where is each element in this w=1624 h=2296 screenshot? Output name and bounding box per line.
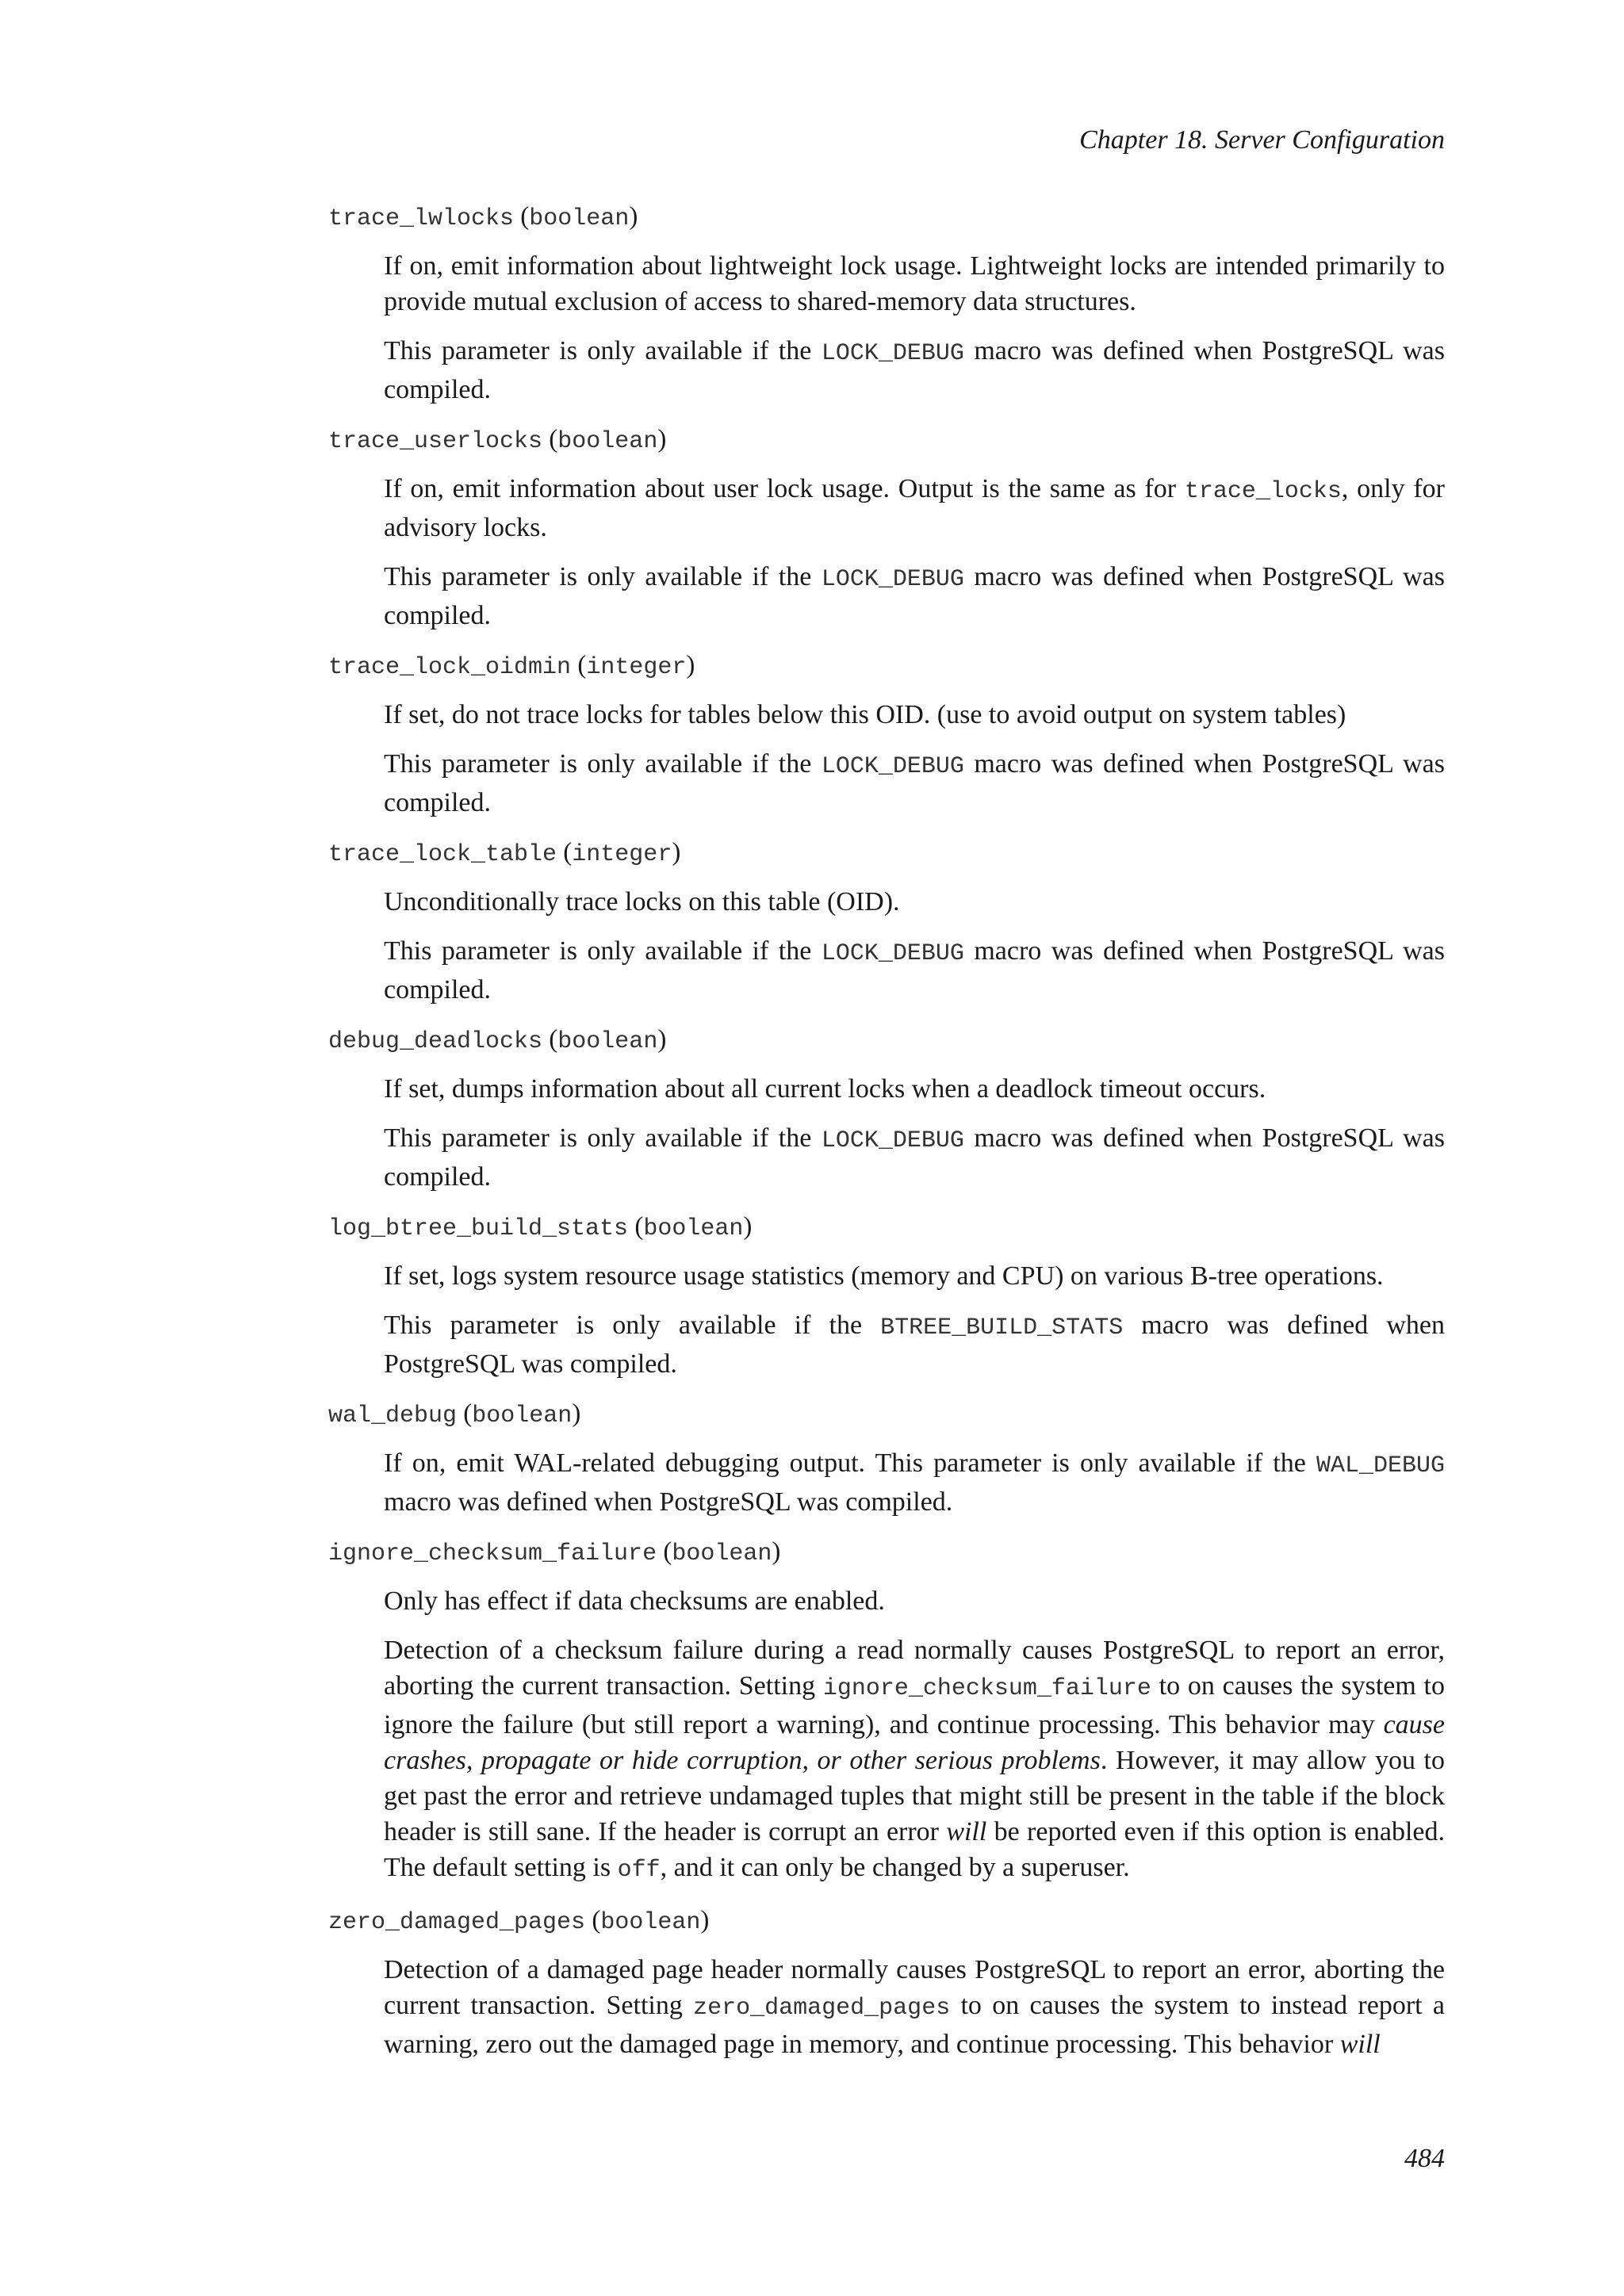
parameter-name: debug_deadlocks <box>328 1028 543 1055</box>
parameter-type: boolean <box>643 1215 744 1242</box>
parameter-description <box>384 248 1445 408</box>
parameter-entry <box>328 198 1445 408</box>
parameter-name: ignore_checksum_failure <box>328 1540 657 1567</box>
parameter-description <box>384 1583 1445 1888</box>
parameter-type: boolean <box>557 428 658 455</box>
parameter-term: trace_lwlocks (boolean) <box>328 202 638 232</box>
description-paragraph: This parameter is only available if the BTREE_BUILD_STATS macro was defined when PostgreSQL was compiled. <box>384 1311 1445 1379</box>
parameter-name: trace_lwlocks <box>328 205 515 232</box>
parameter-term: ignore_checksum_failure (boolean) <box>328 1537 781 1567</box>
parameter-name: log_btree_build_stats <box>328 1215 629 1242</box>
chapter-header: Chapter 18. Server Configuration <box>1079 125 1445 155</box>
parameter-entry <box>328 1208 1445 1382</box>
parameter-description <box>384 1258 1445 1382</box>
page-number: 484 <box>1404 2144 1445 2173</box>
parameter-description <box>384 697 1445 821</box>
parameter-type: boolean <box>600 1909 701 1936</box>
parameter-term: trace_lock_oidmin (integer) <box>328 651 695 681</box>
description-paragraph: This parameter is only available if the LOCK_DEBUG macro was defined when PostgreSQL was compiled. <box>384 1123 1445 1192</box>
description-paragraph: This parameter is only available if the LOCK_DEBUG macro was defined when PostgreSQL was compiled. <box>384 936 1445 1004</box>
description-paragraph: This parameter is only available if the LOCK_DEBUG macro was defined when PostgreSQL was compiled. <box>384 336 1445 404</box>
parameter-description <box>384 1445 1445 1520</box>
description-paragraph: If set, dumps information about all current locks when a deadlock timeout occurs. <box>384 1074 1266 1104</box>
parameter-type: boolean <box>557 1028 658 1055</box>
parameter-term: trace_userlocks (boolean) <box>328 425 667 455</box>
parameter-name: wal_debug <box>328 1402 458 1429</box>
parameter-entry <box>328 421 1445 633</box>
parameter-type: boolean <box>672 1540 772 1567</box>
description-paragraph: If set, do not trace locks for tables below this OID. (use to avoid output on system tables) <box>384 700 1346 729</box>
parameter-description <box>384 471 1445 633</box>
parameter-name: zero_damaged_pages <box>328 1909 586 1936</box>
parameter-name: trace_lock_table <box>328 841 557 868</box>
parameter-term: wal_debug (boolean) <box>328 1399 581 1429</box>
parameter-description <box>384 1952 1445 2062</box>
parameter-entry <box>328 1021 1445 1195</box>
parameter-entry <box>328 647 1445 821</box>
parameter-term: zero_damaged_pages (boolean) <box>328 1906 710 1936</box>
description-paragraph: Detection of a damaged page header normally causes PostgreSQL to report an error, aborting the current transaction. Setting zero_damaged_pages to on causes the system to instead report a warning, zero out the damaged page in memory, and continue processing. This behavior will <box>384 1955 1445 2059</box>
parameter-name: trace_lock_oidmin <box>328 654 572 681</box>
parameter-name: trace_userlocks <box>328 428 543 455</box>
parameter-term: log_btree_build_stats (boolean) <box>328 1212 753 1242</box>
description-paragraph: Unconditionally trace locks on this table (OID). <box>384 887 900 916</box>
document-body <box>328 198 1445 2076</box>
description-paragraph: Only has effect if data checksums are enabled. <box>384 1586 885 1616</box>
description-paragraph: This parameter is only available if the LOCK_DEBUG macro was defined when PostgreSQL was compiled. <box>384 562 1445 630</box>
parameter-entry <box>328 1902 1445 2062</box>
parameter-type: boolean <box>472 1402 573 1429</box>
description-paragraph: This parameter is only available if the LOCK_DEBUG macro was defined when PostgreSQL was compiled. <box>384 749 1445 817</box>
description-paragraph: Detection of a checksum failure during a read normally causes PostgreSQL to report an error, aborting the current transaction. Setting ignore_checksum_failure to on causes the system to ignore the failure (but still report a warning), and continue processing. This behavior may cause crashes, propagate or hide corruption, or other serious problems. However, it may allow you to get past the error and retrieve undamaged tuples that might still be present in the table if the block header is still sane. If the header is corrupt an error will be reported even if this option is enabled. The default setting is off, and it can only be changed by a superuser. <box>384 1636 1445 1884</box>
parameter-description <box>384 884 1445 1008</box>
parameter-description <box>384 1071 1445 1195</box>
parameter-entry <box>328 1395 1445 1520</box>
parameter-entry <box>328 834 1445 1008</box>
description-paragraph: If set, logs system resource usage statistics (memory and CPU) on various B-tree operations. <box>384 1261 1384 1291</box>
parameter-type: boolean <box>529 205 630 232</box>
parameter-term: trace_lock_table (integer) <box>328 838 681 868</box>
description-paragraph: If on, emit information about user lock usage. Output is the same as for trace_locks, only for advisory locks. <box>384 474 1445 542</box>
description-paragraph: If on, emit WAL-related debugging output. This parameter is only available if the WAL_DEBUG macro was defined when PostgreSQL was compiled. <box>384 1448 1445 1517</box>
parameter-type: integer <box>572 841 672 868</box>
parameter-type: integer <box>586 654 687 681</box>
parameter-term: debug_deadlocks (boolean) <box>328 1025 667 1055</box>
description-paragraph: If on, emit information about lightweight lock usage. Lightweight locks are intended primarily to provide mutual exclusion of access to shared-memory data structures. <box>384 251 1445 316</box>
parameter-entry <box>328 1533 1445 1888</box>
